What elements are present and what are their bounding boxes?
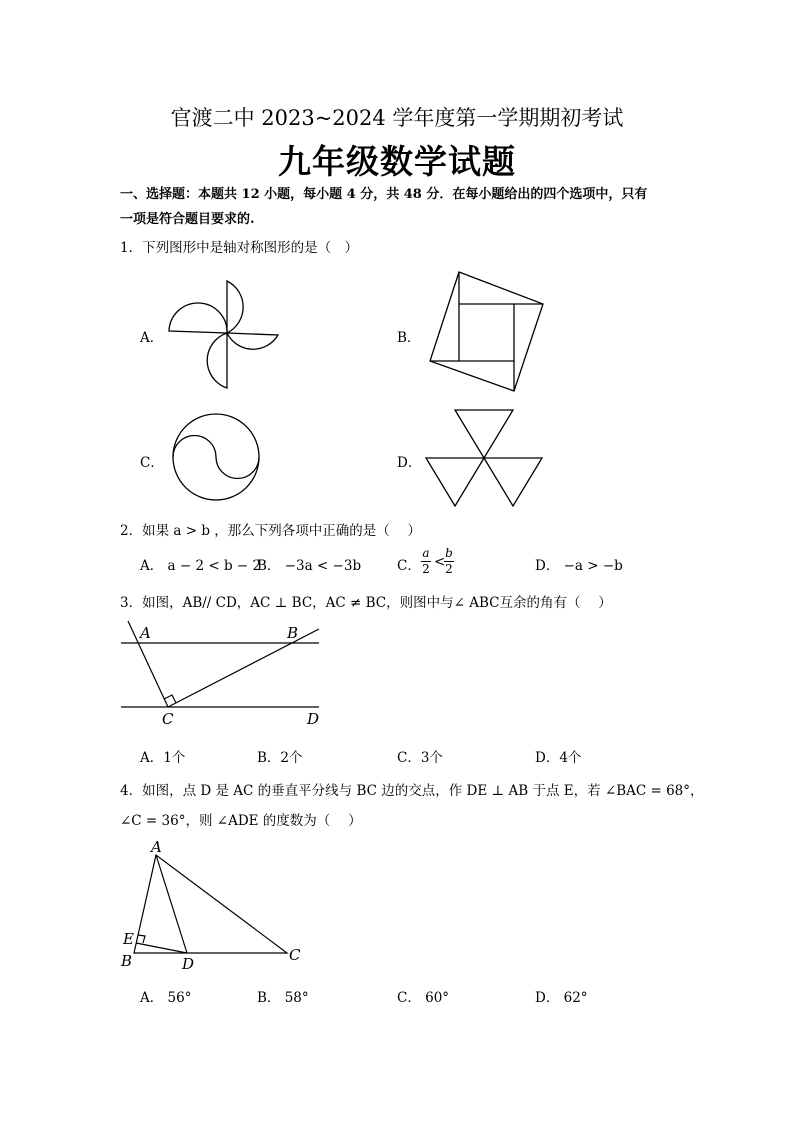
q1-figure-pinwheel xyxy=(160,278,290,394)
frac1-denominator: 2 xyxy=(422,562,430,576)
q3-stem: 3．如图，AB// CD，AC ⊥ BC，AC ≠ BC，则图中与∠ ABC互余的角有（ ） xyxy=(120,595,612,611)
q2-option-c[interactable] xyxy=(397,554,421,574)
frac1-numerator: a xyxy=(422,546,430,560)
pinwheel-blade-right xyxy=(227,333,278,349)
q3-option-c[interactable]: C．3个 xyxy=(397,750,443,766)
q1-figure-circle-s-curve xyxy=(170,410,265,505)
q3-label-a: A xyxy=(140,624,151,642)
frac2-denominator: 2 xyxy=(445,562,453,576)
q4-label-c: C xyxy=(289,946,301,964)
exam-subtitle: 官渡二中 2023~2024 学年度第一学期期初考试 xyxy=(170,106,624,130)
q1-figure-square-triangles xyxy=(425,268,550,396)
q4-label-e: E xyxy=(123,930,134,948)
q2-option-c-frac1 xyxy=(421,546,431,576)
exam-title: 九年级数学试题 xyxy=(278,142,516,181)
q1-figure-three-triangles xyxy=(423,406,548,510)
q4-option-b[interactable]: B． 58° xyxy=(257,990,309,1006)
section-instructions-line2: 一项是符合题目要求的. xyxy=(120,212,255,227)
q3-label-b: B xyxy=(287,624,299,642)
q2-option-c-frac2 xyxy=(444,546,454,576)
q4-stem-line2: ∠C = 36°，则 ∠ADE 的度数为（ ） xyxy=(120,813,362,829)
q2-stem: 2．如果 a > b ，那么下列各项中正确的是（ ） xyxy=(120,523,422,539)
q1-option-a[interactable]: A． xyxy=(140,330,164,346)
q1-option-d[interactable]: D． xyxy=(397,455,422,471)
q3-option-b[interactable]: B．2个 xyxy=(257,750,303,766)
q3-option-d[interactable]: D．4个 xyxy=(535,750,582,766)
q4-option-c[interactable]: C． 60° xyxy=(397,990,450,1006)
q3-option-a[interactable]: A．1个 xyxy=(140,750,186,766)
q2-option-a[interactable]: A． a − 2 < b − 2 xyxy=(140,558,262,574)
q2-option-c-label: C． xyxy=(397,558,421,574)
q4-label-a: A xyxy=(151,838,162,856)
frac2-numerator: b xyxy=(445,546,453,560)
section-instructions-line1: 一、选择题：本题共 12 小题，每小题 4 分，共 48 分．在每小题给出的四个选项中，只有 xyxy=(120,187,648,202)
q4-stem-line1: 4．如图，点 D 是 AC 的垂直平分线与 BC 边的交点，作 DE ⊥ AB 于点 E，若 ∠BAC = 68°， xyxy=(120,783,704,799)
q4-label-b: B xyxy=(121,952,133,970)
q4-option-a[interactable]: A． 56° xyxy=(140,990,192,1006)
pinwheel-blade-top xyxy=(227,281,243,333)
q1-stem: 1．下列图形中是轴对称图形的是（ ） xyxy=(120,240,359,256)
q2-option-b[interactable]: B． −3a < −3b xyxy=(257,558,362,574)
pinwheel-blade-left xyxy=(169,303,227,333)
q1-option-c[interactable]: C． xyxy=(140,455,164,471)
q3-label-d: D xyxy=(307,710,320,728)
q4-option-d[interactable]: D． 62° xyxy=(535,990,588,1006)
q3-figure-parallel-lines xyxy=(115,618,330,730)
q4-figure-triangle xyxy=(118,838,308,973)
q3-label-c: C xyxy=(162,710,174,728)
pinwheel-blade-bottom xyxy=(207,333,227,388)
q4-label-d: D xyxy=(182,955,195,973)
q1-option-b[interactable]: B． xyxy=(397,330,421,346)
q2-option-c-lt: < xyxy=(434,554,446,570)
q2-option-d[interactable]: D． −a > −b xyxy=(535,558,623,574)
